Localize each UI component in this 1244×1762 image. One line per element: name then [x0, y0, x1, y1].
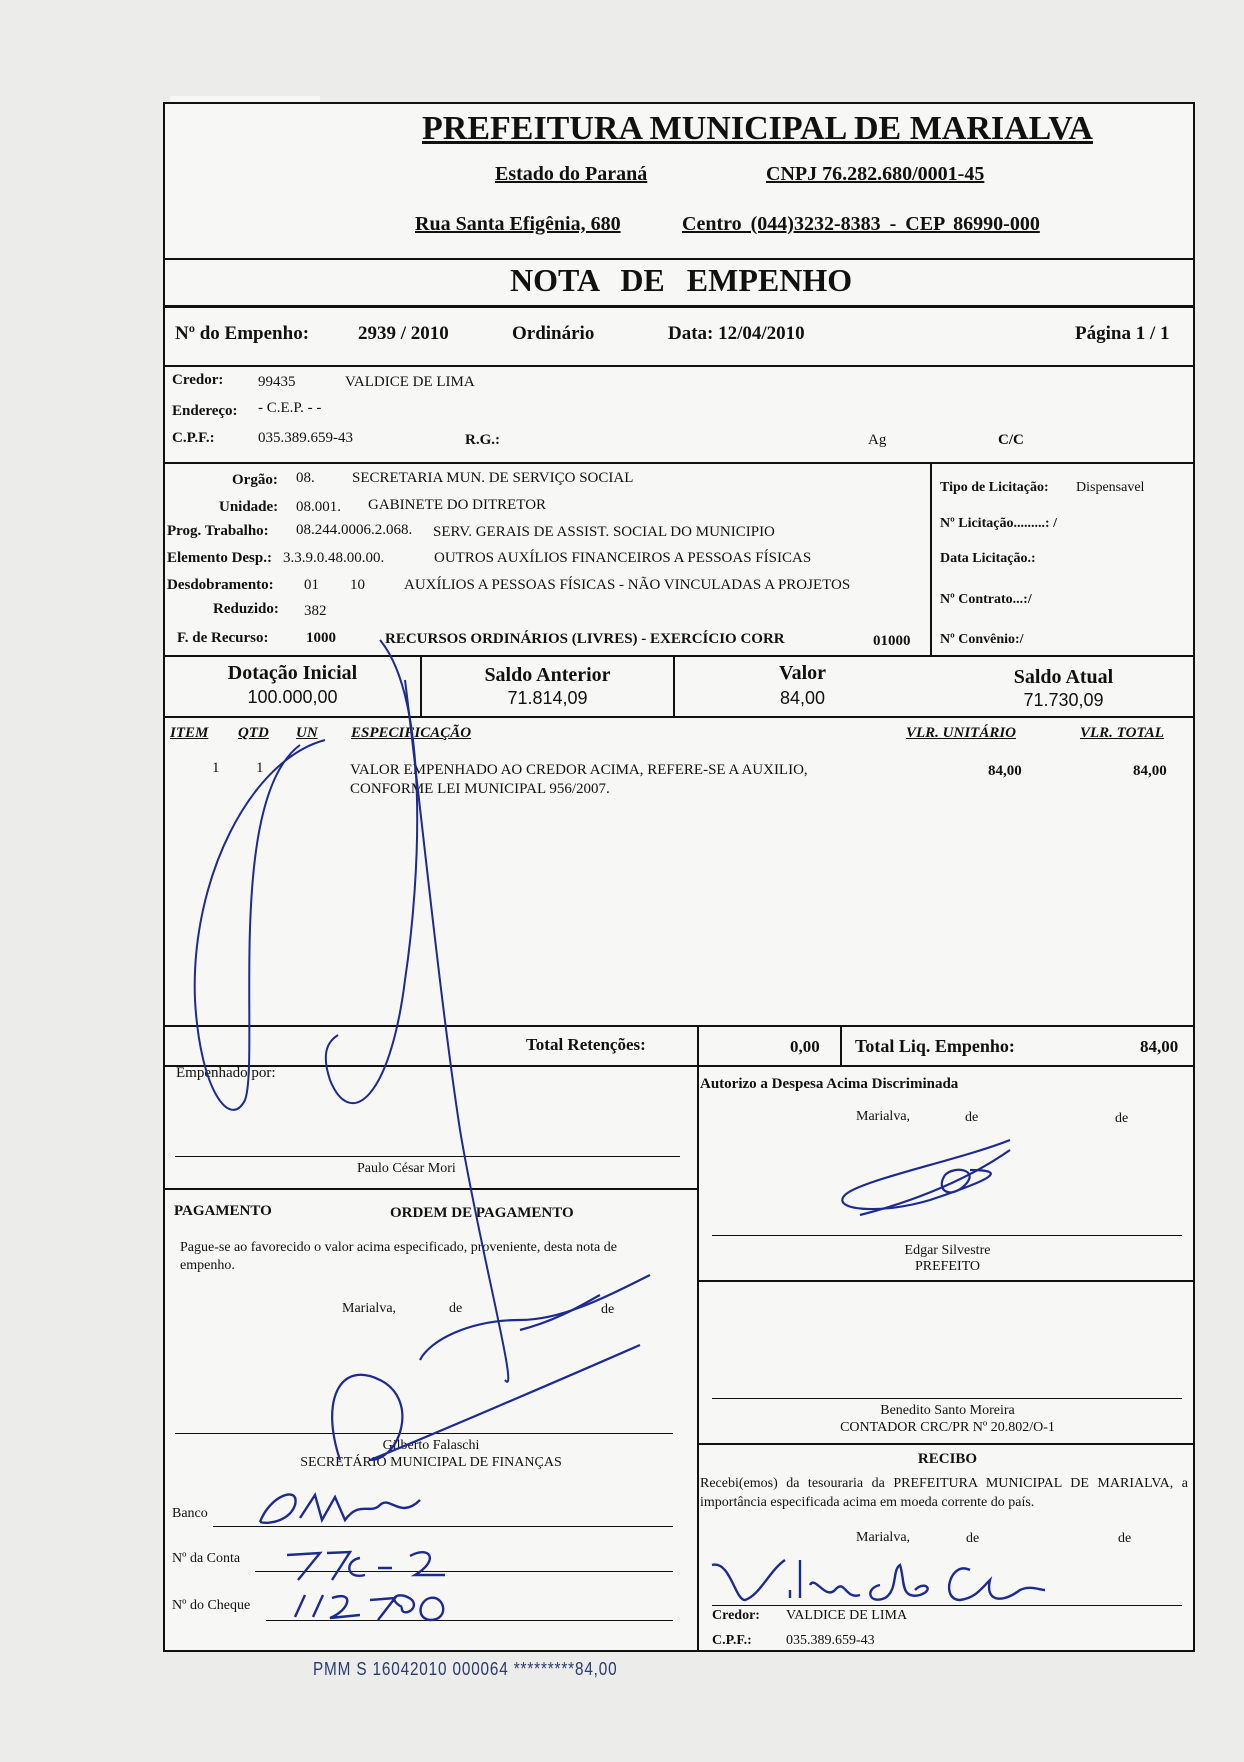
pagamento-de1: de [449, 1301, 463, 1316]
liq-empenho-label: Total Liq. Empenho: [855, 1036, 1015, 1056]
contador-name: Benedito Santo Moreira [880, 1403, 1015, 1418]
retencoes-label: Total Retenções: [526, 1035, 646, 1054]
licitacao-convenio: Nº Convênio:/ [940, 632, 1024, 647]
orgao-name: SECRETARIA MUN. DE SERVIÇO SOCIAL [352, 470, 634, 486]
col-item: ITEM [170, 725, 209, 741]
recibo-text: Recebi(emos) da tesouraria da PREFEITURA MUNICIPAL DE MARIALVA, a importância especificada acima em moeda corrente do país. [700, 1476, 1188, 1510]
recurso-sub: 01000 [873, 633, 911, 649]
col-qtd: QTD [238, 725, 269, 741]
valor-value: 84,00 [779, 688, 826, 708]
pagamento-role: SECRETÁRIO MUNICIPAL DE FINANÇAS [300, 1455, 562, 1470]
valor-label: Valor [778, 662, 827, 684]
prog-label: Prog. Trabalho: [167, 523, 269, 539]
conta-label: Nº da Conta [172, 1551, 241, 1566]
liq-empenho-value: 84,00 [1140, 1037, 1179, 1056]
autorizo-place: Marialva, [856, 1109, 911, 1124]
item-unit-value: 84,00 [988, 763, 1022, 779]
autorizo-signer: Edgar Silvestre [904, 1243, 991, 1258]
reduzido-label: Reduzido: [213, 601, 279, 617]
address-value: - C.E.P. - - [258, 400, 322, 416]
col-spec: ESPECIFICAÇÃO [351, 725, 472, 741]
item-total-value: 84,00 [1133, 763, 1167, 779]
col-total: VLR. TOTAL [1080, 725, 1164, 741]
unidade-name: GABINETE DO DITRETOR [368, 497, 547, 513]
unidade-label: Unidade: [219, 499, 279, 515]
credor-label: Credor: [172, 372, 224, 388]
item-spec-line1: VALOR EMPENHADO AO CREDOR ACIMA, REFERE-SE A AUXILIO, [350, 762, 808, 778]
saldo-atual-value: 71.730,09 [1023, 690, 1104, 710]
banco-label: Banco [172, 1506, 208, 1521]
licitacao-contrato: Nº Contrato...:/ [940, 592, 1032, 607]
autorizo-role: PREFEITO [914, 1259, 981, 1274]
page-indicator: Página 1 / 1 [1075, 323, 1170, 344]
orgao-label: Orgão: [232, 472, 278, 488]
licitacao-data: Data Licitação.: [940, 551, 1036, 566]
empenho-number-label: Nº do Empenho: [175, 323, 310, 344]
cnpj-label: CNPJ 76.282.680/0001-45 [766, 163, 985, 185]
col-unit: VLR. UNITÁRIO [906, 725, 1017, 741]
reduzido-value: 382 [304, 603, 327, 619]
recibo-title: RECIBO [917, 1451, 978, 1467]
prog-name: SERV. GERAIS DE ASSIST. SOCIAL DO MUNICIPIO [433, 524, 775, 540]
empenho-type: Ordinário [512, 323, 595, 344]
item-number: 1 [212, 760, 220, 776]
licitacao-tipo-label: Tipo de Licitação: [940, 480, 1049, 495]
cpf-value: 035.389.659-43 [258, 430, 353, 446]
recibo-credor-value: VALDICE DE LIMA [786, 1608, 908, 1623]
retencoes-value: 0,00 [790, 1037, 820, 1056]
autorizo-title: Autorizo a Despesa Acima Discriminada [700, 1076, 959, 1092]
address-street: Rua Santa Efigênia, 680 [415, 213, 621, 235]
empenhado-label: Empenhado por: [176, 1065, 276, 1081]
state-label: Estado do Paraná [495, 163, 648, 185]
pagamento-signer: Gilberto Falaschi [382, 1438, 480, 1453]
prog-code: 08.244.0006.2.068. [296, 522, 413, 538]
desdob-label: Desdobramento: [167, 577, 274, 593]
empenho-number: 2939 / 2010 [358, 323, 449, 344]
elemento-label: Elemento Desp.: [167, 550, 272, 566]
recibo-cpf-label: C.P.F.: [712, 1633, 752, 1648]
empenho-date: Data: 12/04/2010 [668, 323, 805, 344]
elemento-name: OUTROS AUXÍLIOS FINANCEIROS A PESSOAS FÍSICAS [434, 550, 812, 566]
desdob-b: 10 [350, 577, 365, 593]
autorizo-de2: de [1115, 1111, 1129, 1126]
recibo-de1: de [966, 1531, 980, 1546]
address-rest: Centro (044)3232-8383 - CEP 86990-000 [682, 213, 1040, 235]
rg-label: R.G.: [465, 432, 500, 448]
ag-label: Ag [868, 432, 887, 448]
saldo-anterior-label: Saldo Anterior [484, 664, 611, 686]
desdob-name: AUXÍLIOS A PESSOAS FÍSICAS - NÃO VINCULADAS A PROJETOS [404, 577, 851, 593]
credor-code: 99435 [258, 374, 296, 390]
address-label: Endereço: [172, 403, 238, 419]
item-qtd: 1 [256, 760, 264, 776]
pagamento-text: Pague-se ao favorecido o valor acima especificado, proveniente, desta nota de empenho. [180, 1240, 617, 1273]
item-spec-line2: CONFORME LEI MUNICIPAL 956/2007. [350, 781, 610, 797]
recibo-place: Marialva, [856, 1530, 911, 1545]
col-un: UN [296, 725, 318, 741]
autorizo-de1: de [965, 1110, 979, 1125]
ordem-pagamento-title: ORDEM DE PAGAMENTO [390, 1205, 574, 1221]
footer-stamp: PMM S 16042010 000064 *********84,00 [313, 1659, 618, 1679]
saldo-anterior-value: 71.814,09 [507, 688, 588, 708]
contador-role: CONTADOR CRC/PR Nº 20.802/O-1 [840, 1420, 1055, 1435]
pagamento-place: Marialva, [342, 1301, 397, 1316]
recurso-name: RECURSOS ORDINÁRIOS (LIVRES) - EXERCÍCIO CORR [385, 631, 785, 647]
unidade-code: 08.001. [296, 499, 341, 515]
cc-label: C/C [998, 432, 1024, 448]
elemento-code: 3.3.9.0.48.00.00. [283, 550, 385, 566]
saldo-atual-label: Saldo Atual [1013, 666, 1114, 688]
recibo-cpf-value: 035.389.659-43 [786, 1633, 875, 1648]
pagamento-label: PAGAMENTO [174, 1203, 272, 1219]
document-title: NOTA DE EMPENHO [510, 262, 853, 298]
empenhado-name: Paulo César Mori [357, 1161, 456, 1176]
dotacao-label: Dotação Inicial [227, 662, 358, 684]
cheque-label: Nº do Cheque [172, 1598, 251, 1613]
credor-name: VALDICE DE LIMA [345, 374, 475, 390]
pagamento-de2: de [601, 1302, 615, 1317]
recibo-credor-label: Credor: [712, 1608, 760, 1623]
recurso-label: F. de Recurso: [177, 630, 269, 646]
orgao-code: 08. [296, 470, 315, 486]
desdob-a: 01 [304, 577, 319, 593]
recibo-de2: de [1118, 1531, 1132, 1546]
recurso-code: 1000 [306, 630, 336, 646]
page-title: PREFEITURA MUNICIPAL DE MARIALVA [422, 110, 1093, 147]
licitacao-numero: Nº Licitação.........: / [940, 516, 1057, 531]
dotacao-value: 100.000,00 [247, 687, 338, 707]
cpf-label: C.P.F.: [172, 430, 215, 446]
licitacao-tipo-value: Dispensavel [1076, 480, 1145, 495]
